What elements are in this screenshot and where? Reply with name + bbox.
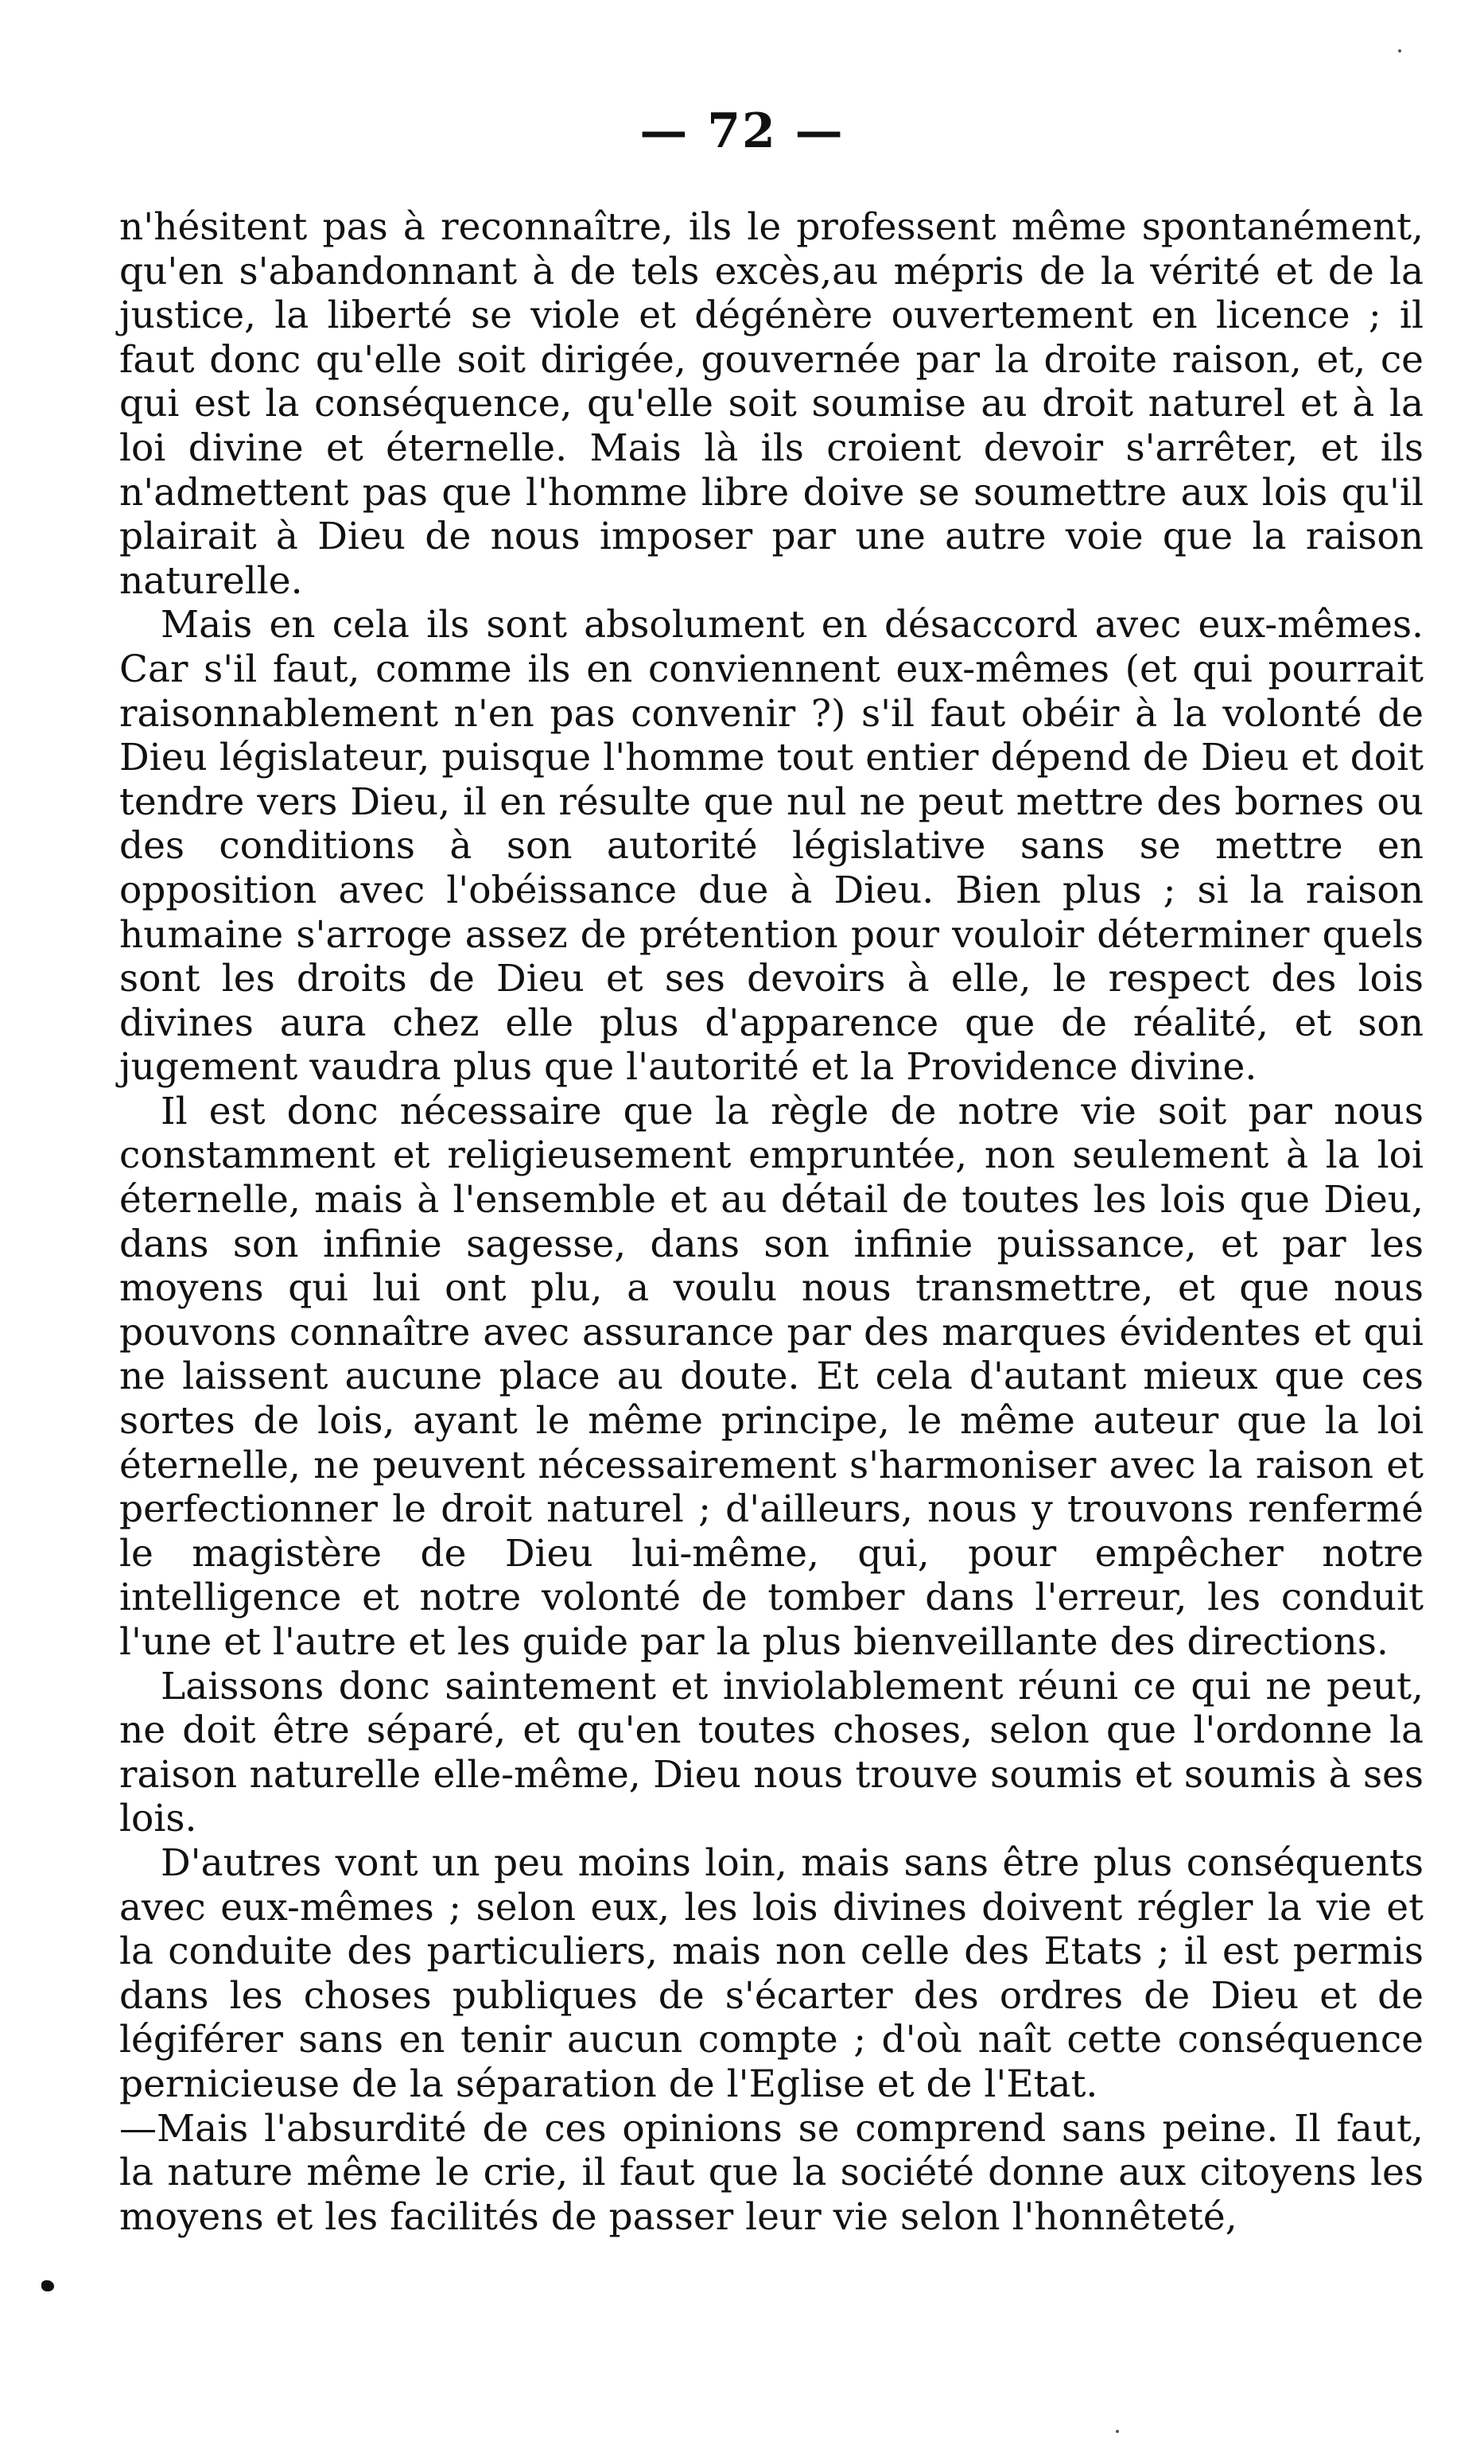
page-number: — 72 — xyxy=(639,103,845,159)
ink-blot-mark xyxy=(41,2280,54,2291)
paragraph: Laissons donc saintement et inviolablement réuni ce qui ne peut, ne doit être séparé, et qu'en toutes choses, selon que l'ordonne la raison naturelle elle-même, Dieu nous trouve soumis et soumis à ses lois. xyxy=(119,1664,1424,1841)
body-text xyxy=(119,205,1424,2239)
paragraph-continuation: n'hésitent pas à reconnaître, ils le professent même spontanément, qu'en s'abandonnant à de tels excès,au mépris de la vérité et de la justice, la liberté se viole et dégénère ouvertement en licence ; il faut donc qu'elle soit dirigée, gouvernée par la droite raison, et, ce qui est la conséquence, qu'elle soit soumise au droit naturel et à la loi divine et éternelle. Mais là ils croient devoir s'arrêter, et ils n'admettent pas que l'homme libre doive se soumettre aux lois qu'il plairait à Dieu de nous imposer par une autre voie que la raison naturelle. xyxy=(119,205,1424,603)
paragraph: D'autres vont un peu moins loin, mais sans être plus conséquents avec eux-mêmes ; selon eux, les lois divines doivent régler la vie et la conduite des particuliers, mais non celle des Etats ; il est permis dans les choses publiques de s'écarter des ordres de Dieu et de légiférer sans en tenir aucun compte ; d'où naît cette conséquence pernicieuse de la séparation de l'Eglise et de l'Etat. xyxy=(119,1840,1424,2106)
ink-speck xyxy=(1116,2430,1119,2433)
paragraph: Mais en cela ils sont absolument en désaccord avec eux-mêmes. Car s'il faut, comme ils en conviennent eux-mêmes (et qui pourrait raisonnablement n'en pas convenir ?) s'il faut obéir à la volonté de Dieu législateur, puisque l'homme tout entier dépend de Dieu et doit tendre vers Dieu, il en résulte que nul ne peut mettre des bornes ou des conditions à son autorité législative sans se mettre en opposition avec l'obéissance due à Dieu. Bien plus ; si la raison humaine s'arroge assez de prétention pour vouloir déterminer quels sont les droits de Dieu et ses devoirs à elle, le respect des lois divines aura chez elle plus d'apparence que de réalité, et son jugement vaudra plus que l'autorité et la Providence divine. xyxy=(119,603,1424,1090)
ink-speck xyxy=(1398,49,1401,52)
paragraph: Il est donc nécessaire que la règle de notre vie soit par nous constamment et religieusement empruntée, non seulement à la loi éternelle, mais à l'ensemble et au détail de toutes les lois que Dieu, dans son infinie sagesse, dans son infinie puissance, et par les moyens qui lui ont plu, a voulu nous transmettre, et que nous pouvons connaître avec assurance par des marques évidentes et qui ne laissent aucune place au doute. Et cela d'autant mieux que ces sortes de lois, ayant le même principe, le même auteur que la loi éternelle, ne peuvent nécessairement s'harmoniser avec la raison et perfectionner le droit naturel ; d'ailleurs, nous y trouvons renfermé le magistère de Dieu lui-même, qui, pour empêcher notre intelligence et notre volonté de tomber dans l'erreur, les conduit l'une et l'autre et les guide par la plus bienveillante des directions. xyxy=(119,1089,1424,1664)
paragraph: —Mais l'absurdité de ces opinions se comprend sans peine. Il faut, la nature même le crie, il faut que la société donne aux citoyens les moyens et les facilités de passer leur vie selon l'honnêteté, xyxy=(119,2106,1424,2239)
